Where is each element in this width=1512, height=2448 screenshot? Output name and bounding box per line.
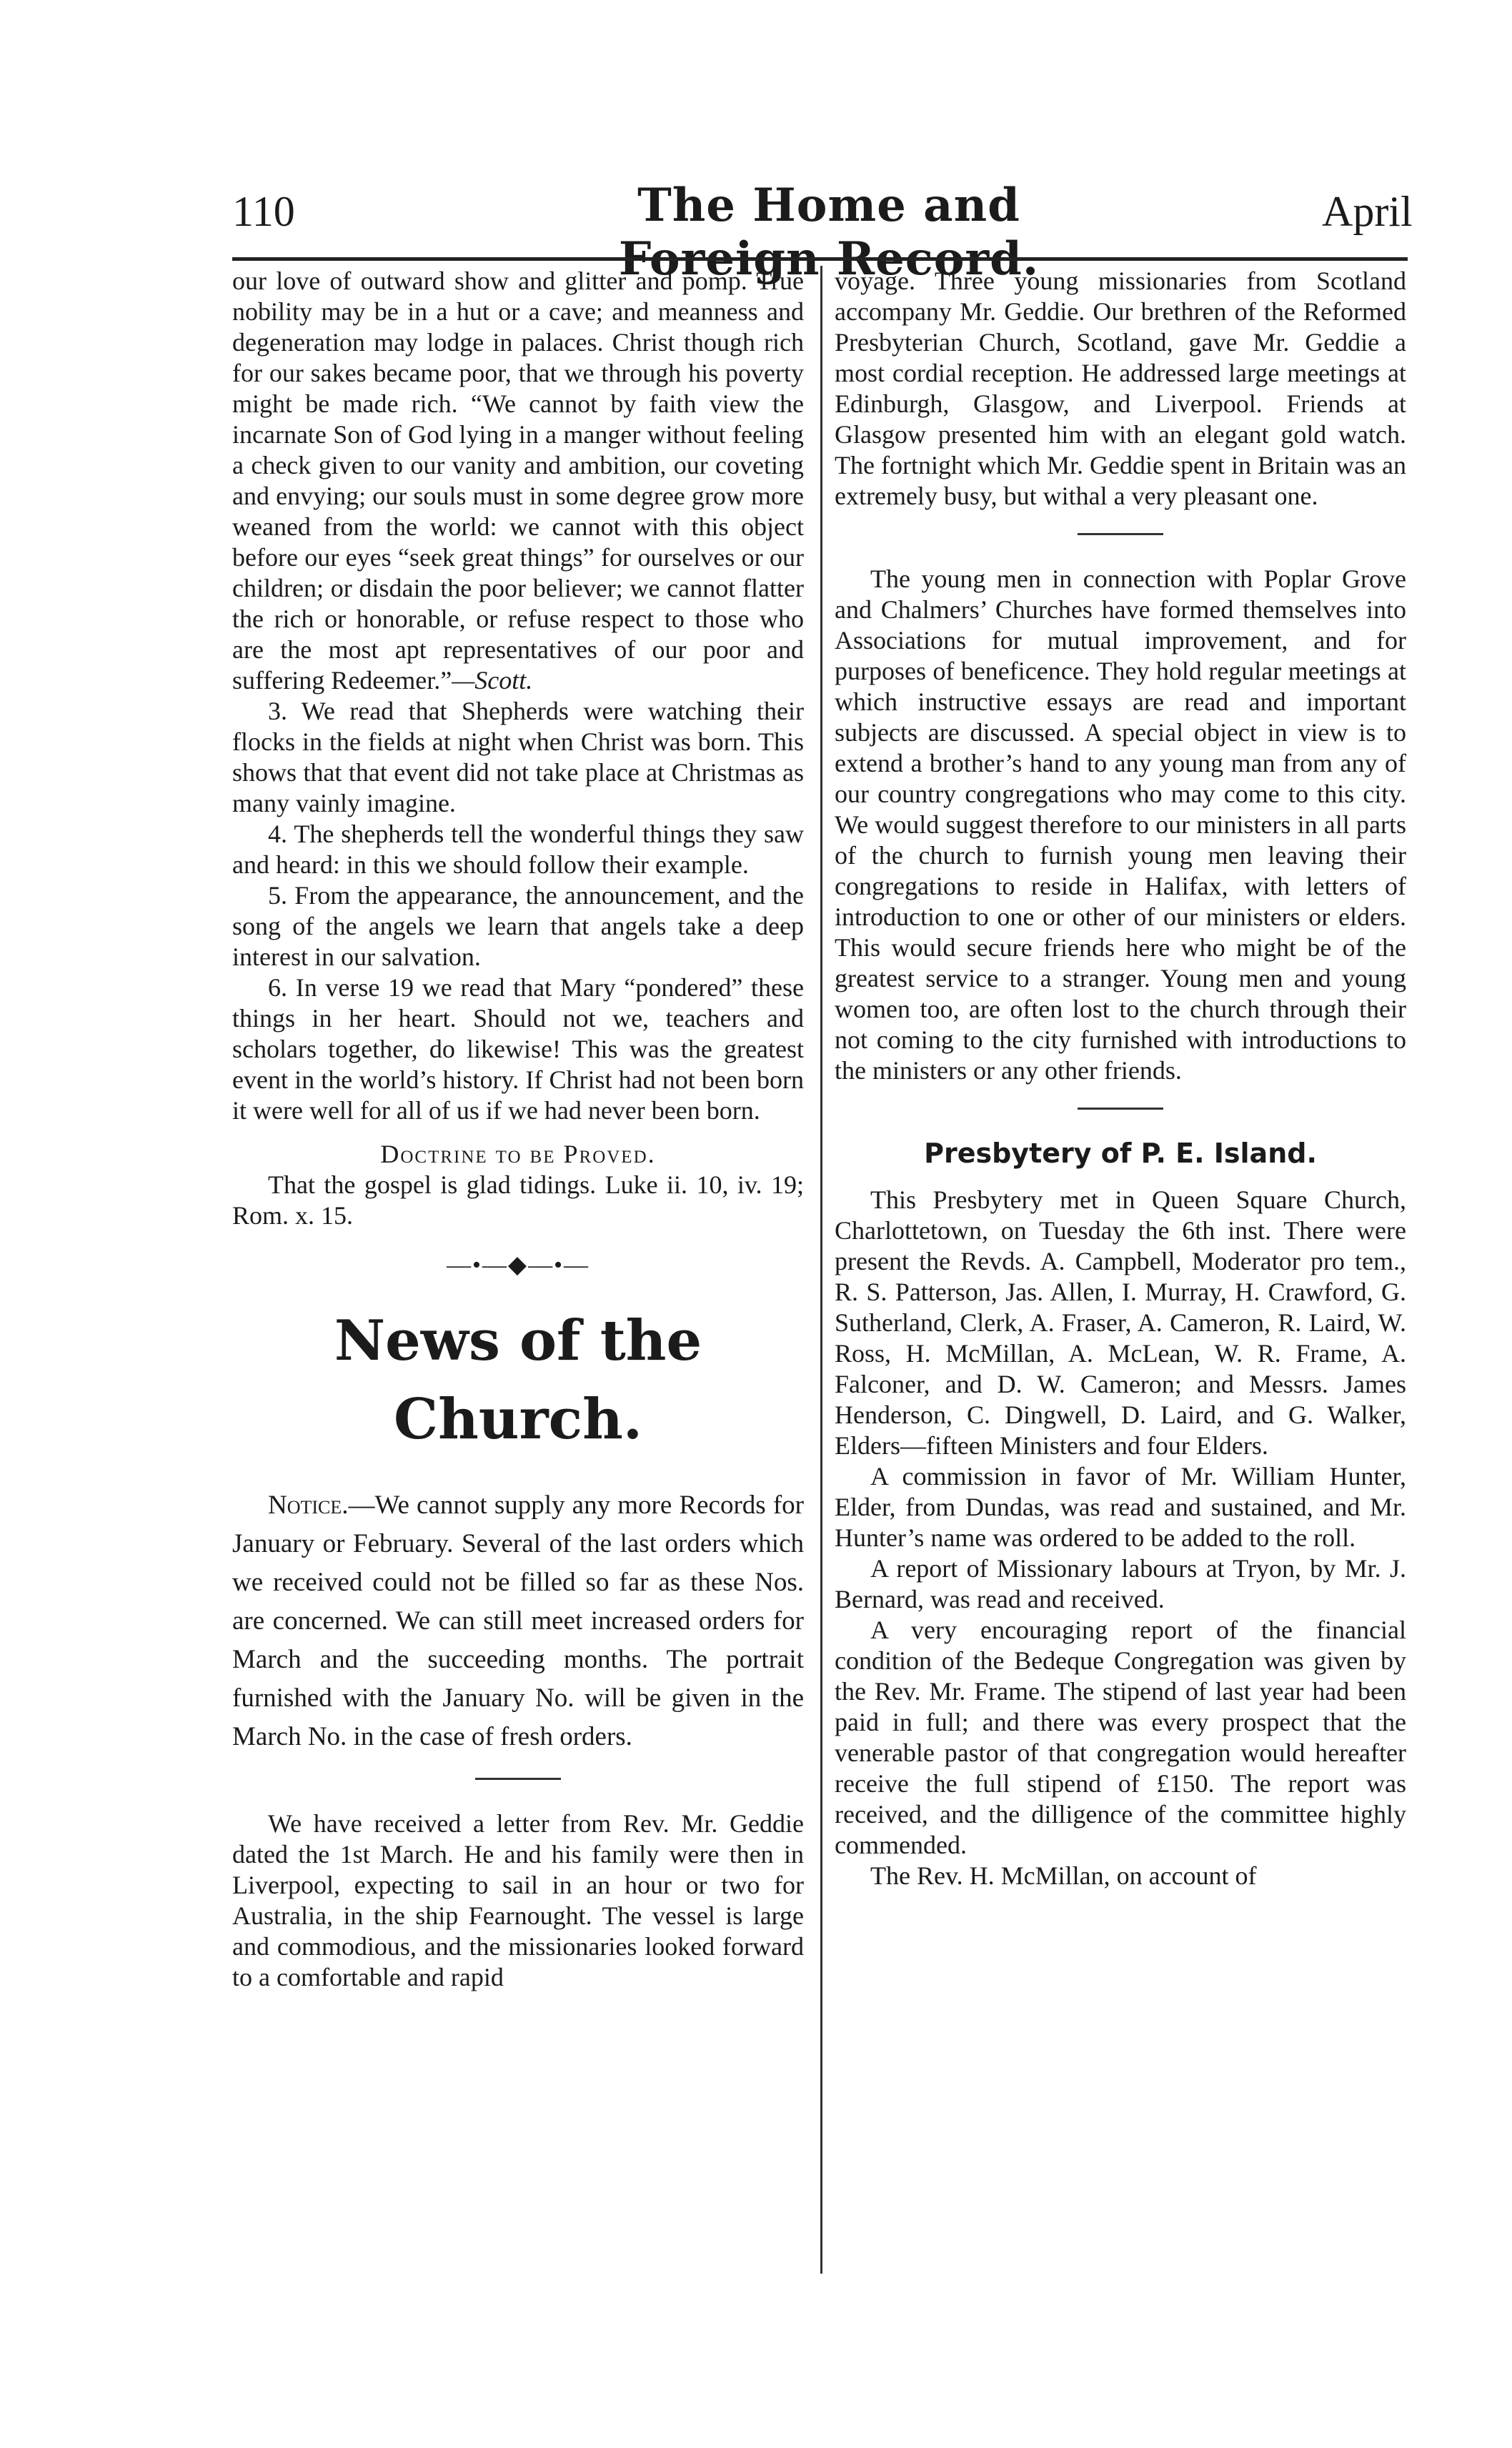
presbytery-paragraph-5: The Rev. H. McMillan, on account of xyxy=(870,1861,1257,1890)
column-divider xyxy=(820,266,822,2274)
presbytery-paragraph-3: A report of Missionary labours at Tryon, by Mr. J. Bernard, was read and received. xyxy=(835,1554,1406,1613)
section-rule xyxy=(1078,1108,1163,1110)
section-title: News of the Church. xyxy=(334,1308,702,1452)
notice-label: Notice. xyxy=(268,1491,349,1520)
geddie-paragraph: We have received a letter from Rev. Mr. Geddie dated the 1st March. He and his family were then in Liverpool, expecting to sail in an hour or two for Australia, in the ship Fearnought. The vessel is large and commodious, and the missionaries looked forward to a comfortable and rapid xyxy=(232,1809,804,1991)
issue-month: April xyxy=(1322,188,1413,235)
notice-paragraph: Notice.—We cannot supply any more Records for January or February. Several of the last orders which we received could not be filled so far as these Nos. are concerned. We can still meet increased orders for March and the succeeding months. The portrait furnished with the January No. will be given in the March No. in the case of fresh orders. xyxy=(232,1491,804,1751)
header-rule xyxy=(232,257,1408,261)
point-6: 6. In verse 19 we read that Mary “pondered” these things in her heart. Should not we, teachers and scholars together, do likewise! This was the greatest event in the world’s history. If Christ had not been born it were well for all of us if we had never been born. xyxy=(232,973,804,1125)
point-3: 3. We read that Shepherds were watching their flocks in the fields at night when Christ was born. This shows that that event did not take place at Christmas as many vainly imagine. xyxy=(232,697,804,817)
masthead-title: The Home and Foreign Record. xyxy=(618,179,1040,286)
presbytery-paragraph-2: A commission in favor of Mr. William Hunter, Elder, from Dundas, was read and sustained, and Mr. Hunter’s name was ordered to be added to the roll. xyxy=(835,1462,1406,1552)
geddie-continued: voyage. Three young missionaries from Scotland accompany Mr. Geddie. Our brethren of the Reformed Presbyterian Church, Scotland, gave Mr. Geddie a most cordial reception. He addressed large meetings at Edinburgh, Glasgow, and Liverpool. Friends at Glasgow presented him with an elegant gold watch. The fortnight which Mr. Geddie spent in Britain was an extremely busy, but withal a very pleasant one. xyxy=(835,267,1406,510)
presbytery-paragraph-1: This Presbytery met in Queen Square Church, Charlottetown, on Tuesday the 6th inst. There were present the Revds. A. Campbell, Moderator pro tem., R. S. Patterson, Jas. Allen, I. Murray, H. Crawford, G. Sutherland, Clerk, A. Fraser, A. Cameron, R. Laird, W. Ross, H. McMillan, A. McLean, W. R. Frame, A. Falconer, and D. W. Cameron; and Messrs. James Henderson, C. Dingwell, D. Laird, and G. Walker, Elders—fifteen Ministers and four Elders. xyxy=(835,1185,1406,1460)
young-men-paragraph: The young men in connection with Poplar Grove and Chalmers’ Churches have formed themselves into Associations for mutual improvement, and for purposes of beneficence. They hold regular meetings at which instructive essays are read and important subjects are discussed. A special object in view is to extend a brother’s hand to any young man from any of our country congregations who may come to this city. We would suggest therefore to our ministers in all parts of the church to furnish young men leaving their congregations to reside in Halifax, with letters of introduction to one or other of our ministers or elders. This would secure friends here who might be of the greatest service to a stranger. Young men and young women too, are often lost to the church through their not coming to the city furnished with introductions to the ministers or any other friends. xyxy=(835,564,1406,1085)
presbytery-heading: Presbytery of P. E. Island. xyxy=(924,1138,1317,1169)
section-rule xyxy=(1078,533,1163,535)
doctrine-text: That the gospel is glad tidings. Luke ii. 10, iv. 19; Rom. x. 15. xyxy=(232,1170,804,1230)
ornament-divider: —•—◆—•— xyxy=(447,1252,590,1278)
paragraph-continued: our love of outward show and glitter and pomp. True nobility may be in a hut or a cave; and meanness and degeneration may lodge in palaces. Christ though rich for our sakes became poor, that we through his poverty might be made rich. “We cannot by faith view the incarnate Son of God lying in a manger without feeling a check given to our vanity and ambition, our coveting and envying; our souls must in some degree grow more weaned from the world: we cannot with this object before our eyes “seek great things” for ourselves or our children; or disdain the poor believer; we cannot flatter the rich or honorable, or refuse respect to those who are the most apt representatives of our poor and suffering Redeemer.”—Scott. xyxy=(232,267,804,695)
point-5: 5. From the appearance, the announcement, and the song of the angels we learn that angels take a deep interest in our salvation. xyxy=(232,881,804,971)
doctrine-heading: Doctrine to be Proved. xyxy=(380,1140,656,1168)
presbytery-paragraph-4: A very encouraging report of the financial condition of the Bedeque Congregation was given by the Rev. Mr. Frame. The stipend of last year had been paid in full; and there was every prospect that the venerable pastor of that congregation would hereafter receive the full stipend of £150. The report was received, and the dilligence of the committee highly commended. xyxy=(835,1616,1406,1859)
point-4: 4. The shepherds tell the wonderful things they saw and heard: in this we should follow their example. xyxy=(232,820,804,879)
left-column xyxy=(232,266,804,1993)
citation-scott: —Scott. xyxy=(452,666,533,695)
section-rule xyxy=(475,1778,561,1780)
right-column xyxy=(835,266,1406,1891)
page-number: 110 xyxy=(232,188,295,235)
